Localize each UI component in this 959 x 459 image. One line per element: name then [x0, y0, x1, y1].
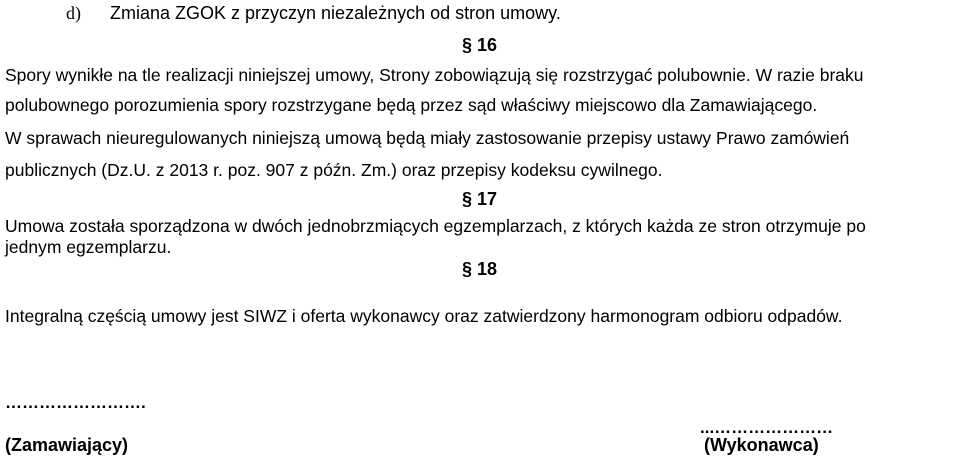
section-17-line-1: Umowa została sporządzona w dwóch jednobrzmiących egzemplarzach, z których każda ze stron otrzymuje po — [5, 216, 866, 236]
section-17-heading: § 17 — [462, 189, 498, 209]
section-17-line-2: jednym egzemplarzu. — [5, 237, 172, 257]
section-16-heading: § 16 — [462, 35, 498, 55]
signature-label-wykonawca: (Wykonawca) — [704, 435, 819, 455]
section-18-line-1: Integralną częścią umowy jest SIWZ i oferta wykonawcy oraz zatwierdzony harmonogram odbioru odpadów. — [5, 306, 843, 326]
section-16-line-2: polubownego porozumienia spory rozstrzygane będą przez sąd właściwy miejscowo dla Zamawiającego. — [5, 95, 818, 115]
list-item-d-text: Zmiana ZGOK z przyczyn niezależnych od stron umowy. — [110, 3, 561, 23]
list-marker-d: d) — [66, 3, 81, 23]
section-18-heading: § 18 — [462, 259, 498, 279]
section-16-line-3: W sprawach nieuregulowanych niniejszą umową będą miały zastosowanie przepisy ustawy Prawo zamówień — [5, 128, 850, 148]
section-16-line-1: Spory wynikłe na tle realizacji niniejszej umowy, Strony zobowiązują się rozstrzygać polubownie. W razie braku — [5, 65, 864, 85]
signature-line-left: ……………………. — [5, 393, 146, 412]
section-16-line-4: publicznych (Dz.U. z 2013 r. poz. 907 z późn. Zm.) oraz przepisy kodeksu cywilnego. — [5, 160, 663, 180]
signature-line-right: ...………………… — [700, 418, 834, 437]
signature-label-zamawiajacy: (Zamawiający) — [5, 435, 129, 455]
